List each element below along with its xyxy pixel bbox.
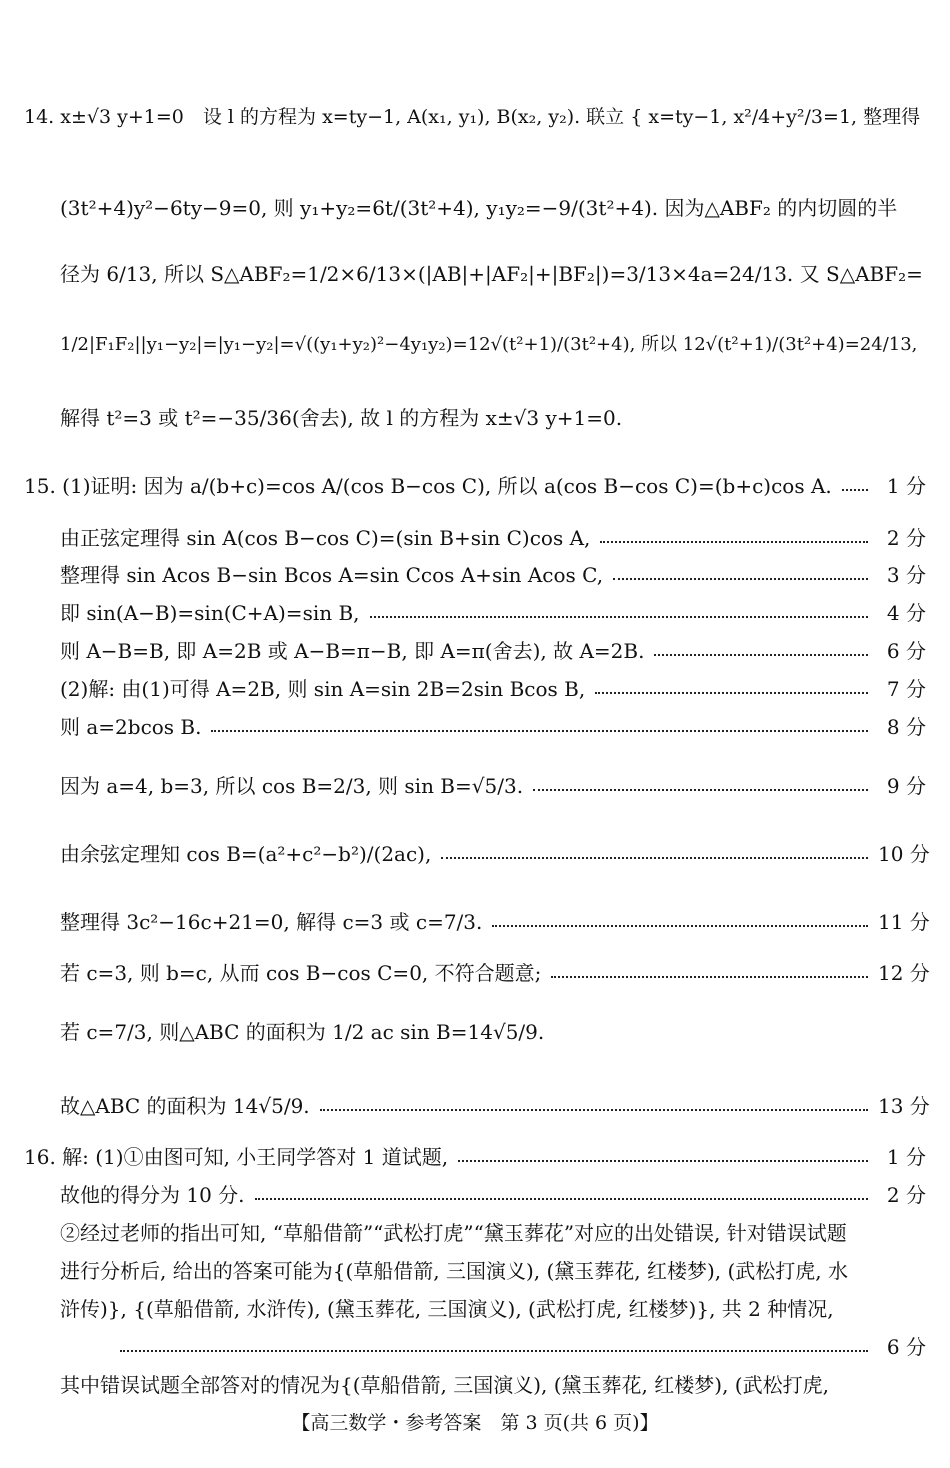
- q15-step-12: 若 c=7/3, 则△ABC 的面积为 1/2 ac sin B=14√5/9.: [60, 1020, 545, 1044]
- step-text: 整理得 sin Acos B−sin Bcos A=sin Ccos A+sin Acos C,: [60, 563, 604, 587]
- q15-step-9: [60, 842, 930, 866]
- q14-line-2: (3t²+4)y²−6ty−9=0, 则 y₁+y₂=6t/(3t²+4), y₁y₂=−9/(3t²+4). 因为△ABF₂ 的内切圆的半: [60, 196, 898, 220]
- q15-step-10: [60, 910, 930, 934]
- q14-line-4: 1/2|F₁F₂||y₁−y₂|=|y₁−y₂|=√((y₁+y₂)²−4y₁y₂)=12√(t²+1)/(3t²+4), 所以 12√(t²+1)/(3t²+4)=24/13,: [60, 334, 918, 355]
- q14-line-1: 14. x±√3 y+1=0 设 l 的方程为 x=ty−1, A(x₁, y₁), B(x₂, y₂). 联立 { x=ty−1, x²/4+y²/3=1, 整理得: [24, 106, 921, 128]
- step-points: 2 分: [886, 1183, 926, 1207]
- step-points: 2 分: [886, 526, 926, 550]
- step-points: 6 分: [886, 1335, 926, 1359]
- q15-step-5: [60, 641, 926, 661]
- dot-leader: [600, 541, 868, 543]
- q15-step-11: [60, 961, 930, 985]
- dot-leader: [370, 616, 868, 618]
- dot-leader: [613, 578, 868, 580]
- q15-step-1: [24, 476, 926, 496]
- q16-para-line-1: ②经过老师的指出可知, “草船借箭”“武松打虎”“黛玉葬花”对应的出处错误, 针对错误试题: [60, 1221, 847, 1245]
- step-text: 即 sin(A−B)=sin(C+A)=sin B,: [60, 601, 360, 625]
- q16-step-2: [60, 1185, 926, 1205]
- step-text: 故他的得分为 10 分.: [60, 1183, 245, 1207]
- step-points: 3 分: [886, 563, 926, 587]
- dot-leader: [458, 1160, 868, 1162]
- q15-step-13: [60, 1094, 930, 1118]
- step-text: 则 a=2bcos B.: [60, 715, 202, 739]
- step-points: 6 分: [886, 639, 926, 663]
- q15-step-3: [60, 565, 926, 585]
- step-points: 12 分: [878, 961, 930, 985]
- step-points: 8 分: [886, 715, 926, 739]
- dot-leader: [654, 654, 868, 656]
- step-points: 1 分: [886, 474, 926, 498]
- page-footer: 【高三数学・参考答案 第 3 页(共 6 页)】: [291, 1412, 659, 1434]
- step-text: 15. (1)证明: 因为 a/(b+c)=cos A/(cos B−cos C), 所以 a(cos B−cos C)=(b+c)cos A.: [24, 474, 832, 498]
- dot-leader: [211, 730, 868, 732]
- dot-leader: [842, 489, 868, 491]
- step-points: 1 分: [886, 1145, 926, 1169]
- q16-step-1: [24, 1147, 926, 1167]
- step-points: 13 分: [878, 1094, 930, 1118]
- dot-leader: [120, 1350, 868, 1352]
- dot-leader: [492, 925, 868, 927]
- step-points: 7 分: [886, 677, 926, 701]
- step-text: 若 c=3, 则 b=c, 从而 cos B−cos C=0, 不符合题意;: [60, 961, 542, 985]
- q16-para-line-3: 浒传)}, {(草船借箭, 水浒传), (黛玉葬花, 三国演义), (武松打虎, 红楼梦)}, 共 2 种情况,: [60, 1297, 834, 1321]
- q15-step-2: [60, 528, 926, 548]
- q16-last-line: 其中错误试题全部答对的情况为{(草船借箭, 三国演义), (黛玉葬花, 红楼梦), (武松打虎,: [60, 1373, 829, 1397]
- dot-leader: [551, 976, 868, 978]
- step-text: 因为 a=4, b=3, 所以 cos B=2/3, 则 sin B=√5/3.: [60, 774, 524, 798]
- q15-step-8: [60, 776, 926, 796]
- step-text: 16. 解: (1)①由图可知, 小王同学答对 1 道试题,: [24, 1145, 449, 1169]
- q14-line-3: 径为 6/13, 所以 S△ABF₂=1/2×6/13×(|AB|+|AF₂|+|BF₂|)=3/13×4a=24/13. 又 S△ABF₂=: [60, 262, 923, 286]
- step-points: 4 分: [886, 601, 926, 625]
- q15-step-6: [60, 679, 926, 699]
- q15-step-7: [60, 717, 926, 737]
- q15-step-4: [60, 603, 926, 623]
- step-text: 由余弦定理知 cos B=(a²+c²−b²)/(2ac),: [60, 842, 432, 866]
- step-text: 由正弦定理得 sin A(cos B−cos C)=(sin B+sin C)cos A,: [60, 526, 591, 550]
- q14-line-5: 解得 t²=3 或 t²=−35/36(舍去), 故 l 的方程为 x±√3 y+1=0.: [60, 406, 623, 430]
- dot-leader: [441, 857, 868, 859]
- dot-leader: [320, 1109, 868, 1111]
- step-points: 11 分: [878, 910, 930, 934]
- step-text: 则 A−B=B, 即 A=2B 或 A−B=π−B, 即 A=π(舍去), 故 A=2B.: [60, 639, 645, 663]
- q16-step-3-points-row: [60, 1337, 926, 1357]
- step-text: 故△ABC 的面积为 14√5/9.: [60, 1094, 310, 1118]
- step-points: 9 分: [886, 774, 926, 798]
- step-points: 10 分: [878, 842, 930, 866]
- step-text: (2)解: 由(1)可得 A=2B, 则 sin A=sin 2B=2sin Bcos B,: [60, 677, 586, 701]
- dot-leader: [595, 692, 868, 694]
- q16-para-line-2: 进行分析后, 给出的答案可能为{(草船借箭, 三国演义), (黛玉葬花, 红楼梦), (武松打虎, 水: [60, 1259, 849, 1283]
- dot-leader: [533, 789, 868, 791]
- step-text: 整理得 3c²−16c+21=0, 解得 c=3 或 c=7/3.: [60, 910, 483, 934]
- dot-leader: [255, 1198, 868, 1200]
